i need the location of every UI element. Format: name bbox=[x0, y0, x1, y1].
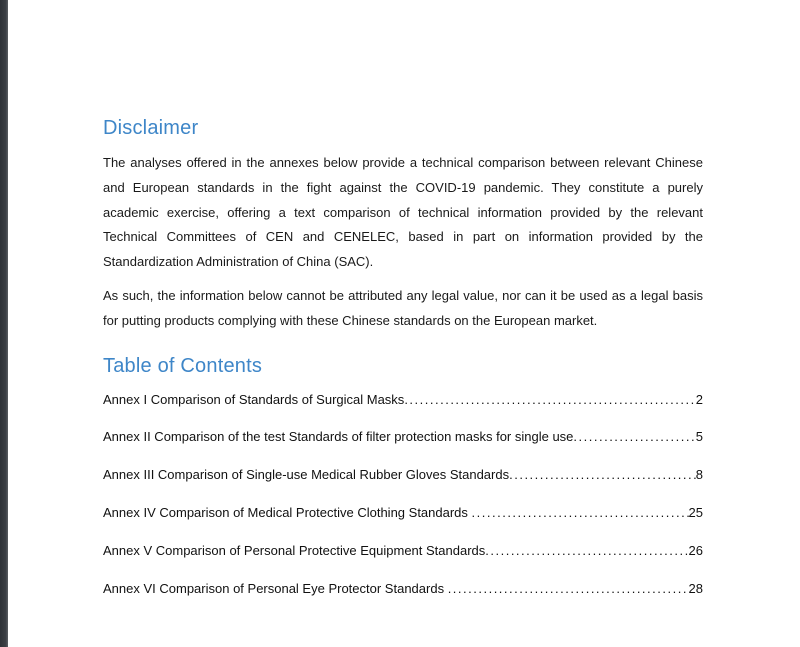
toc-entry-title: Annex III Comparison of Single-use Medical Rubber Gloves Standards bbox=[103, 467, 510, 483]
toc-leader-dots bbox=[509, 463, 696, 488]
table-of-contents bbox=[103, 388, 703, 602]
disclaimer-paragraph-1: The analyses offered in the annexes below provide a technical comparison between relevant Chinese and European standards in the fight against the COVID-19 pandemic. They constitute a purely academic exercise, offering a text comparison of technical information provided by the relevant Technical Committees of CEN and CENELEC, based in part on information provided by the Standardization Administration of China (SAC). bbox=[103, 155, 703, 270]
disclaimer-paragraph-2: As such, the information below cannot be attributed any legal value, nor can it be used as a legal basis for putting products complying with these Chinese standards on the European market. bbox=[103, 287, 703, 328]
toc-page-number: 25 bbox=[688, 504, 703, 520]
toc-entry[interactable] bbox=[103, 501, 703, 526]
toc-entry-title: Annex I Comparison of Standards of Surgical Masks bbox=[103, 391, 405, 407]
toc-page-number: 28 bbox=[688, 580, 703, 596]
toc-entry[interactable] bbox=[103, 577, 703, 602]
toc-leader-dots bbox=[404, 388, 695, 413]
toc-leader-dots bbox=[448, 577, 689, 602]
toc-leader-dots bbox=[472, 501, 689, 526]
toc-page-number: 8 bbox=[695, 467, 703, 483]
toc-entry-title: Annex V Comparison of Personal Protective Equipment Standards bbox=[103, 542, 486, 558]
toc-page-number: 26 bbox=[688, 542, 703, 558]
toc-leader-dots bbox=[573, 425, 695, 450]
toc-entry[interactable] bbox=[103, 539, 703, 564]
toc-entry[interactable] bbox=[103, 463, 703, 488]
toc-page-number: 5 bbox=[695, 429, 703, 445]
toc-heading: Table of Contents bbox=[103, 354, 263, 377]
toc-entry[interactable] bbox=[103, 388, 703, 413]
toc-leader-dots bbox=[485, 539, 688, 564]
document-page bbox=[103, 0, 703, 614]
toc-entry-title: Annex VI Comparison of Personal Eye Protector Standards bbox=[103, 580, 448, 596]
toc-entry-title: Annex IV Comparison of Medical Protective Clothing Standards bbox=[103, 504, 472, 520]
toc-entry-title: Annex II Comparison of the test Standards of filter protection masks for single use bbox=[103, 429, 574, 445]
toc-entry[interactable] bbox=[103, 425, 703, 450]
window-edge-strip bbox=[0, 0, 8, 647]
toc-page-number: 2 bbox=[695, 391, 703, 407]
disclaimer-heading: Disclaimer bbox=[103, 117, 199, 139]
